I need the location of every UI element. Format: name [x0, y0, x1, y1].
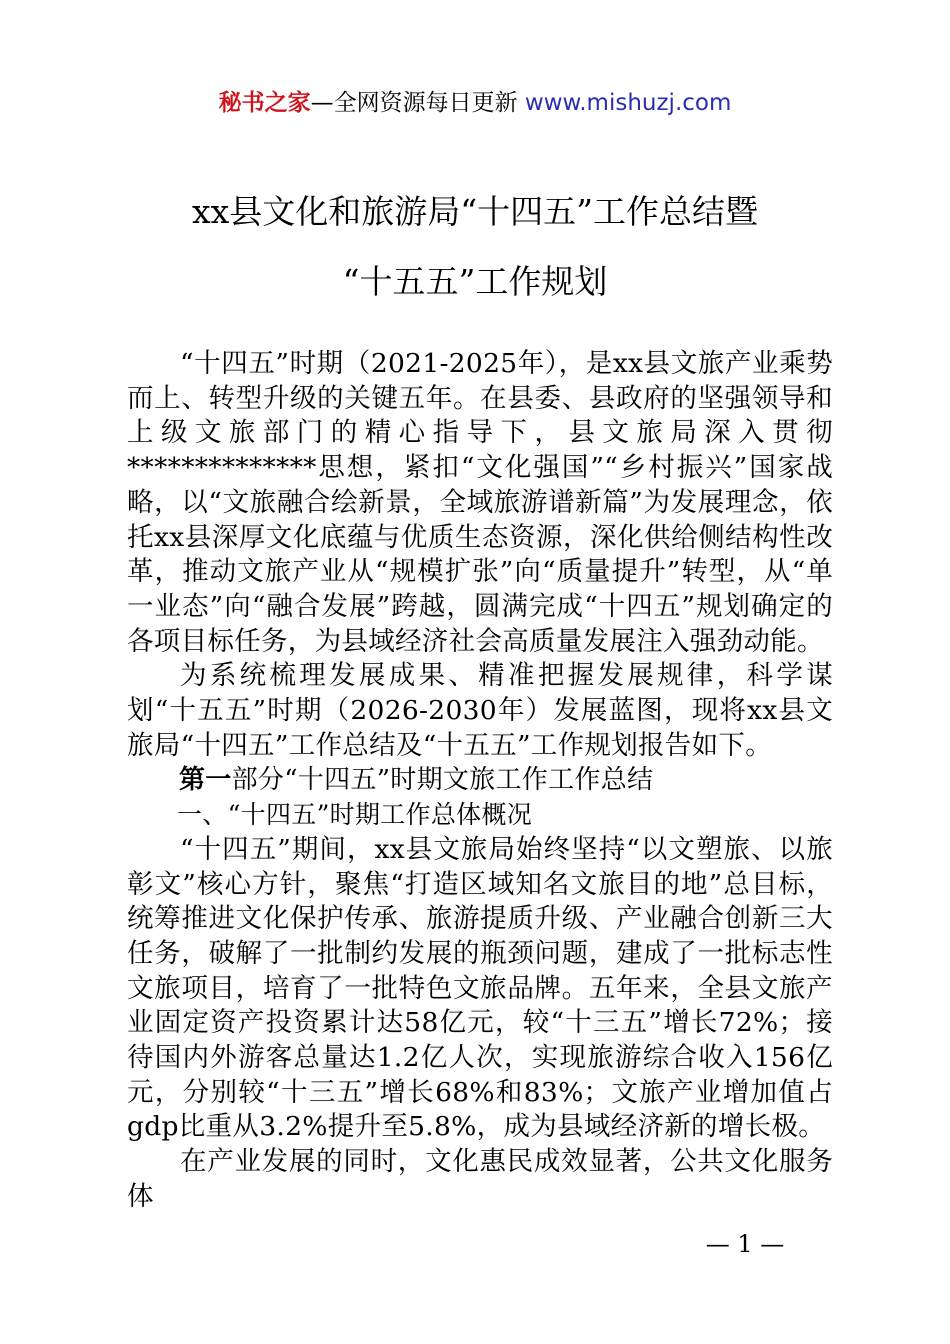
subsection-heading: 一、“十四五”时期工作总体概况: [177, 800, 533, 830]
section-heading: [127, 763, 833, 798]
page-number: — 1 —: [705, 1230, 785, 1258]
document-body: [127, 347, 833, 1215]
site-banner: [0, 88, 950, 118]
paragraph-intro: “十四五”时期（2021-2025年），是xx县文旅产业乘势而上、转型升级的关键五年。在县委、县政府的坚强领导和上级文旅部门的精心指导下，县文旅局深入贯彻**************思想，紧扣“文化强国”“乡村振兴”国家战略，以“文旅融合绘新景，全域旅游谱新篇”为发展理念，依托xx县深厚文化底蕴与优质生态资源，深化供给侧结构性改革，推动文旅产业从“规模扩张”向“质量提升”转型，从“单一业态”向“融合发展”跨越，圆满完成“十四五”规划确定的各项目标任务，为县域经济社会高质量发展注入强劲动能。: [127, 348, 833, 657]
paragraph-culture: 在产业发展的同时，文化惠民成效显著，公共文化服务体: [127, 1146, 833, 1212]
banner-tagline: —全网资源每日更新: [310, 90, 525, 116]
site-url-link[interactable]: www.mishuzj.com: [524, 90, 732, 116]
document-title-line-1: xx县文化和旅游局“十四五”工作总结暨: [192, 192, 758, 231]
section-heading-bold: 第一: [179, 765, 232, 796]
paragraph-purpose: 为系统梳理发展成果、精准把握发展规律，科学谋划“十五五”时期（2026-2030年）发展蓝图，现将xx县文旅局“十四五”工作总结及“十五五”工作规划报告如下。: [127, 660, 833, 761]
document-title-line-2: “十五五”工作规划: [342, 262, 608, 301]
paragraph-overview: “十四五”期间，xx县文旅局始终坚持“以文塑旅、以旅彰文”核心方针，聚焦“打造区域知名文旅目的地”总目标，统筹推进文化保护传承、旅游提质升级、产业融合创新三大任务，破解了一批制约发展的瓶颈问题，建成了一批标志性文旅项目，培育了一批特色文旅品牌。五年来，全县文旅产业固定资产投资累计达58亿元，较“十三五”增长72%；接待国内外游客总量达1.2亿人次，实现旅游综合收入156亿元，分别较“十三五”增长68%和83%；文旅产业增加值占gdp比重从3.2%提升至5.8%，成为县域经济新的增长极。: [127, 833, 833, 1143]
section-heading-text: 部分“十四五”时期文旅工作工作总结: [231, 765, 654, 796]
brand-name: 秘书之家: [218, 90, 311, 116]
